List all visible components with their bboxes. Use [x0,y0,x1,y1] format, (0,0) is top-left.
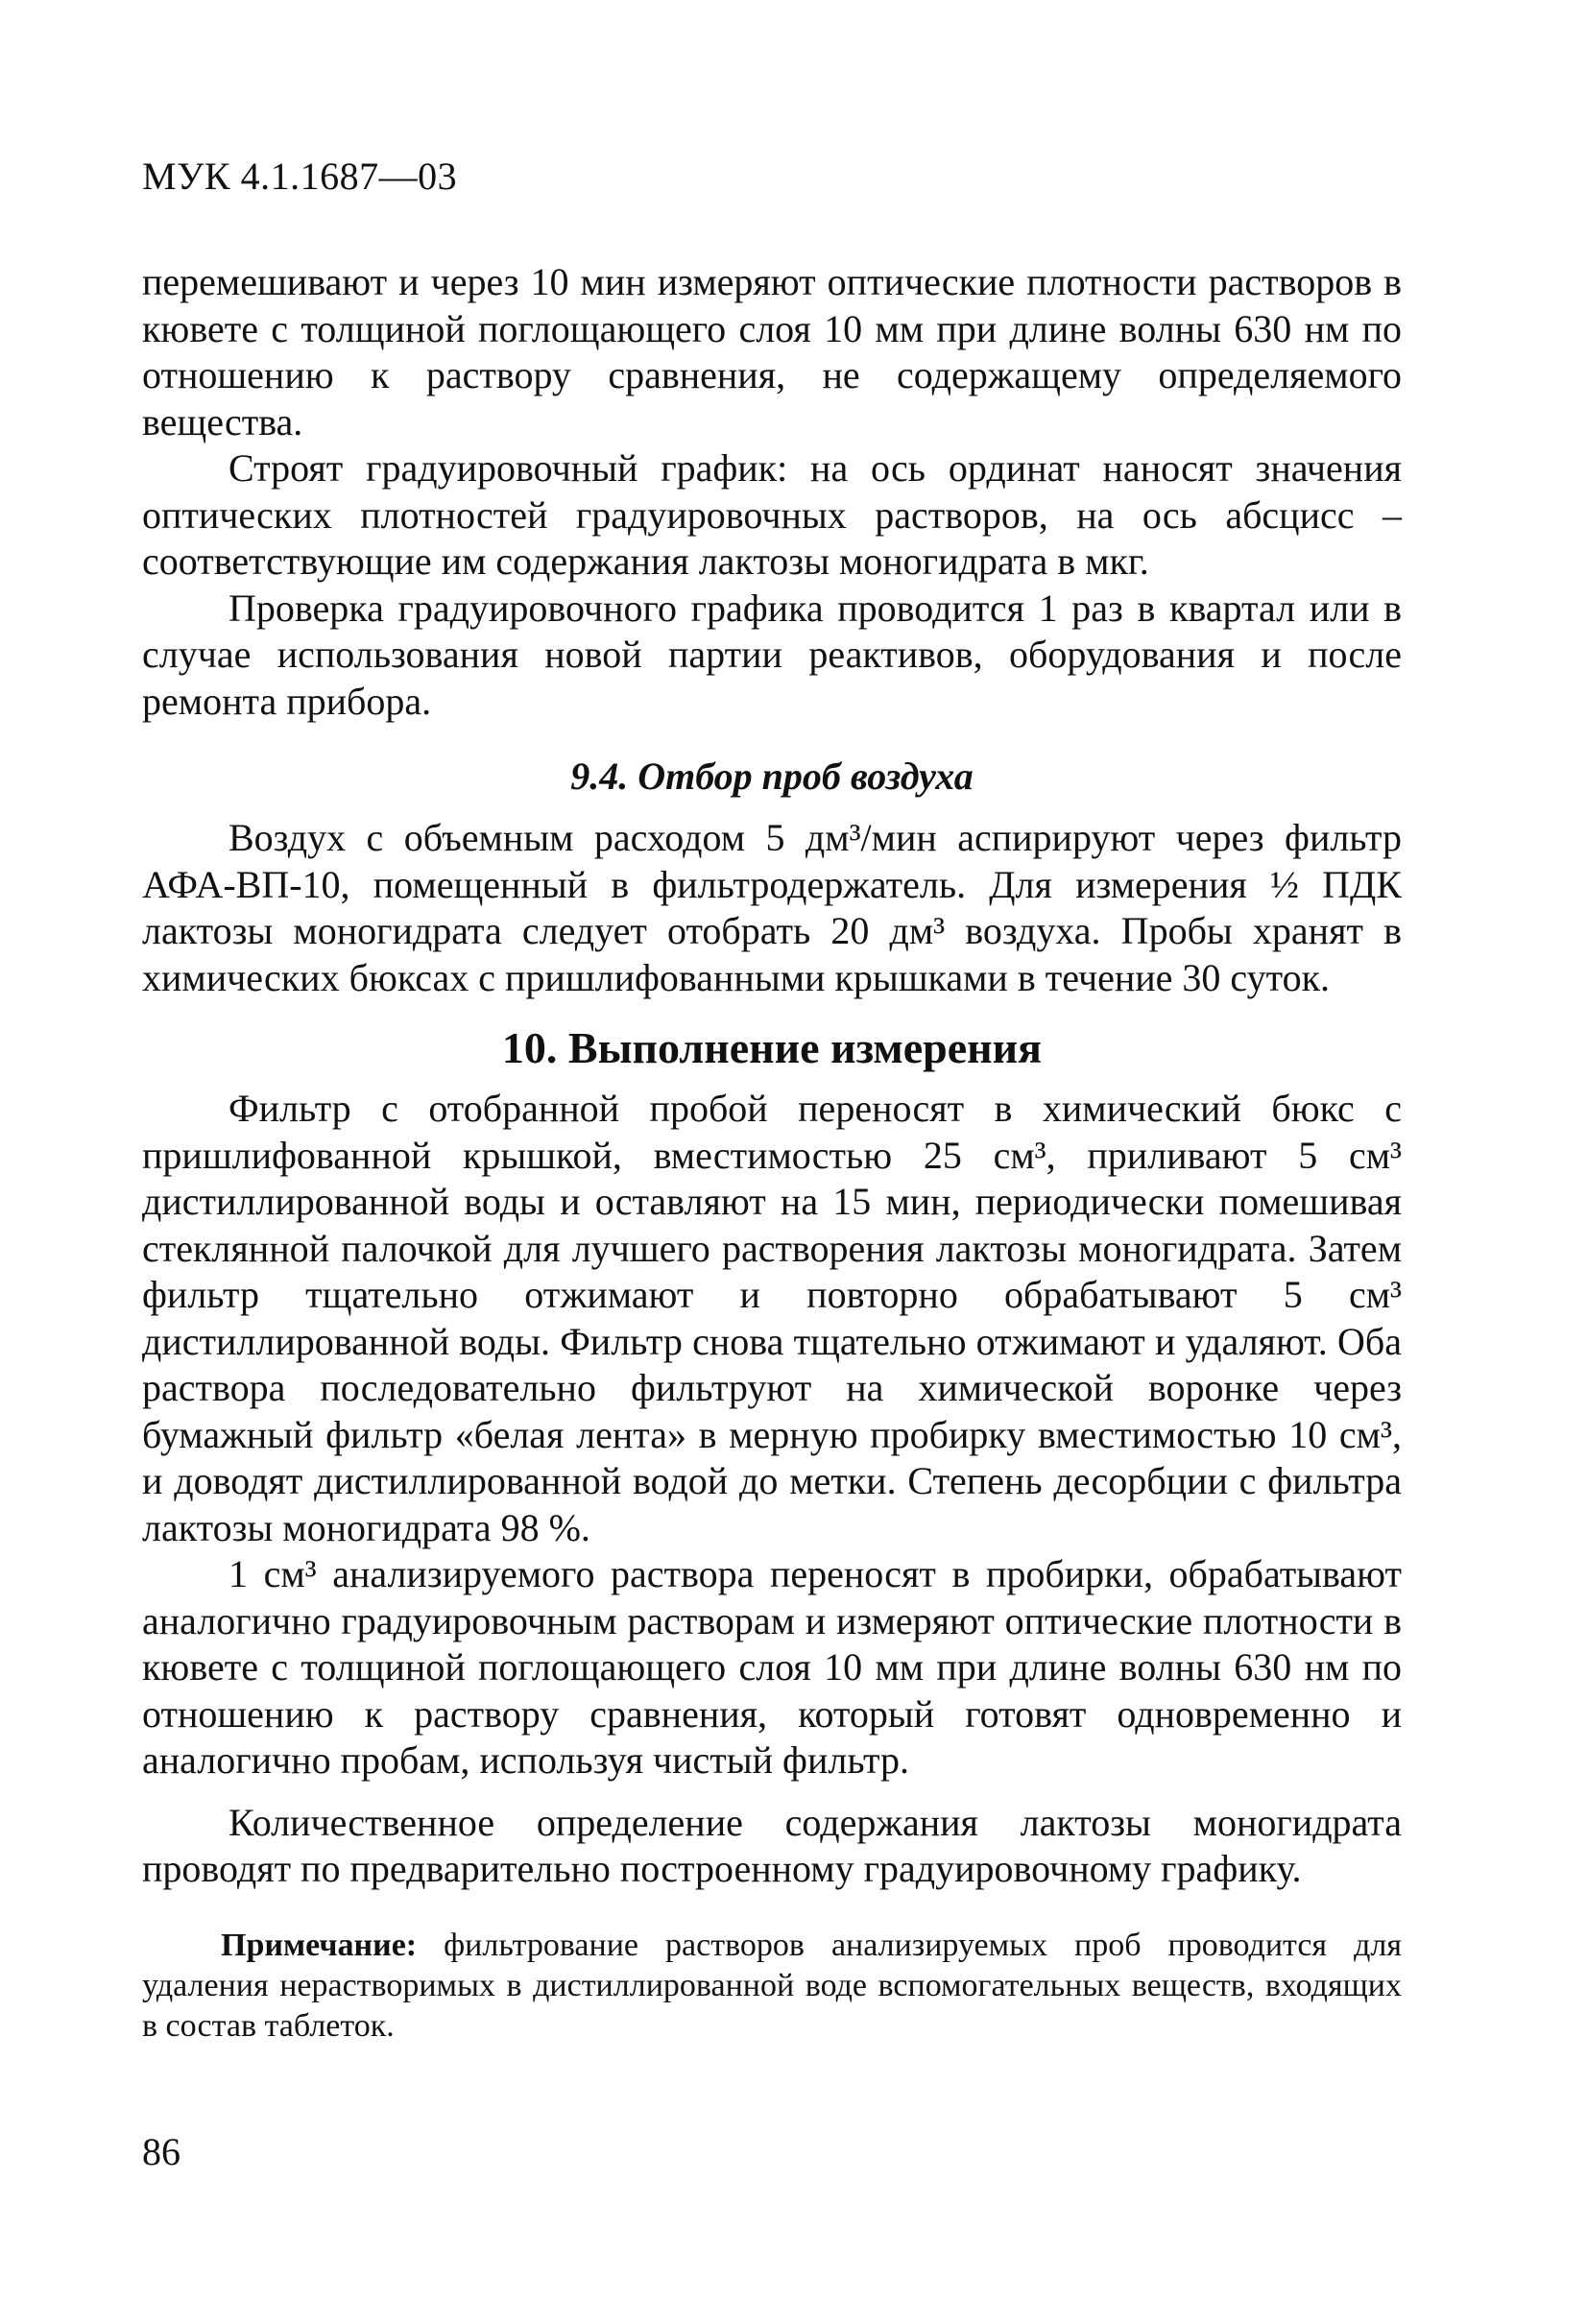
document-header: МУК 4.1.1687—03 [142,155,458,198]
note-paragraph [142,1926,1402,2047]
measurement-paragraph-1: Фильтр с отобранной пробой переносят в химический бюкс с пришлифованной крышкой, вместимостью 25 см³, приливают 5 см³ дистиллированной воды и оставляют на 15 мин, периодически помешивая стеклянной палочкой для лучшего растворения лактозы моногидрата. Затем фильтр тщательно отжимают и повторно обрабатывают 5 см³ дистиллированной воды. Фильтр снова тщательно отжимают и удаляют. Оба раствора последовательно фильтруют на химической воронке через бумажный фильтр «белая лента» в мерную пробирку вместимостью 10 см³, и доводят дистиллированной водой до метки. Степень десорбции с фильтра лактозы моногидрата 98 %. [142,1087,1402,1549]
measurement-paragraph-2: 1 см³ анализируемого раствора переносят в пробирки, обрабатывают аналогично градуировочным растворам и измеряют оптические плотности в кювете с толщиной поглощающего слоя 10 мм при длине волны 630 нм по отношению к раствору сравнения, который готовят одновременно и аналогично пробам, используя чистый фильтр. [142,1552,1402,1782]
section-title: 10. Выполнение измерения [501,1023,1043,1072]
intro-paragraph-2: Строят градуировочный график: на ось ординат наносят значения оптических плотностей градуировочных растворов, на ось абсцисс – соответствующие им содержания лактозы моногидрата в мкг. [142,446,1402,583]
subsection-title: 9.4. Отбор проб воздуха [570,755,974,798]
page-number: 86 [142,2130,180,2173]
intro-paragraph-1: перемешивают и через 10 мин измеряют оптические плотности растворов в кювете с толщиной поглощающего слоя 10 мм при длине волны 630 нм по отношению к раствору сравнения, не содержащему определяемого вещества. [142,260,1402,443]
air-sampling-paragraph: Воздух с объемным расходом 5 дм³/мин аспирируют через фильтр АФА-ВП-10, помещенный в фильтродержатель. Для измерения ½ ПДК лактозы моногидрата следует отобрать 20 дм³ воздуха. Пробы хранят в химических бюксах с пришлифованными крышками в течение 30 суток. [142,816,1402,999]
measurement-paragraph-3: Количественное определение содержания лактозы моногидрата проводят по предварительно построенному градуировочному графику. [142,1800,1402,1890]
note-label: Примечание: [221,1927,418,1963]
intro-paragraph-3: Проверка градуировочного графика проводится 1 раз в квартал или в случае использования новой партии реактивов, оборудования и после ремонта прибора. [142,586,1402,723]
document-page [142,154,1402,2047]
note-text: фильтрование растворов анализируемых проб проводится для удаления нерастворимых в дистиллированной воде вспомогательных веществ, входящих в состав таблеток. [142,1927,1402,2044]
